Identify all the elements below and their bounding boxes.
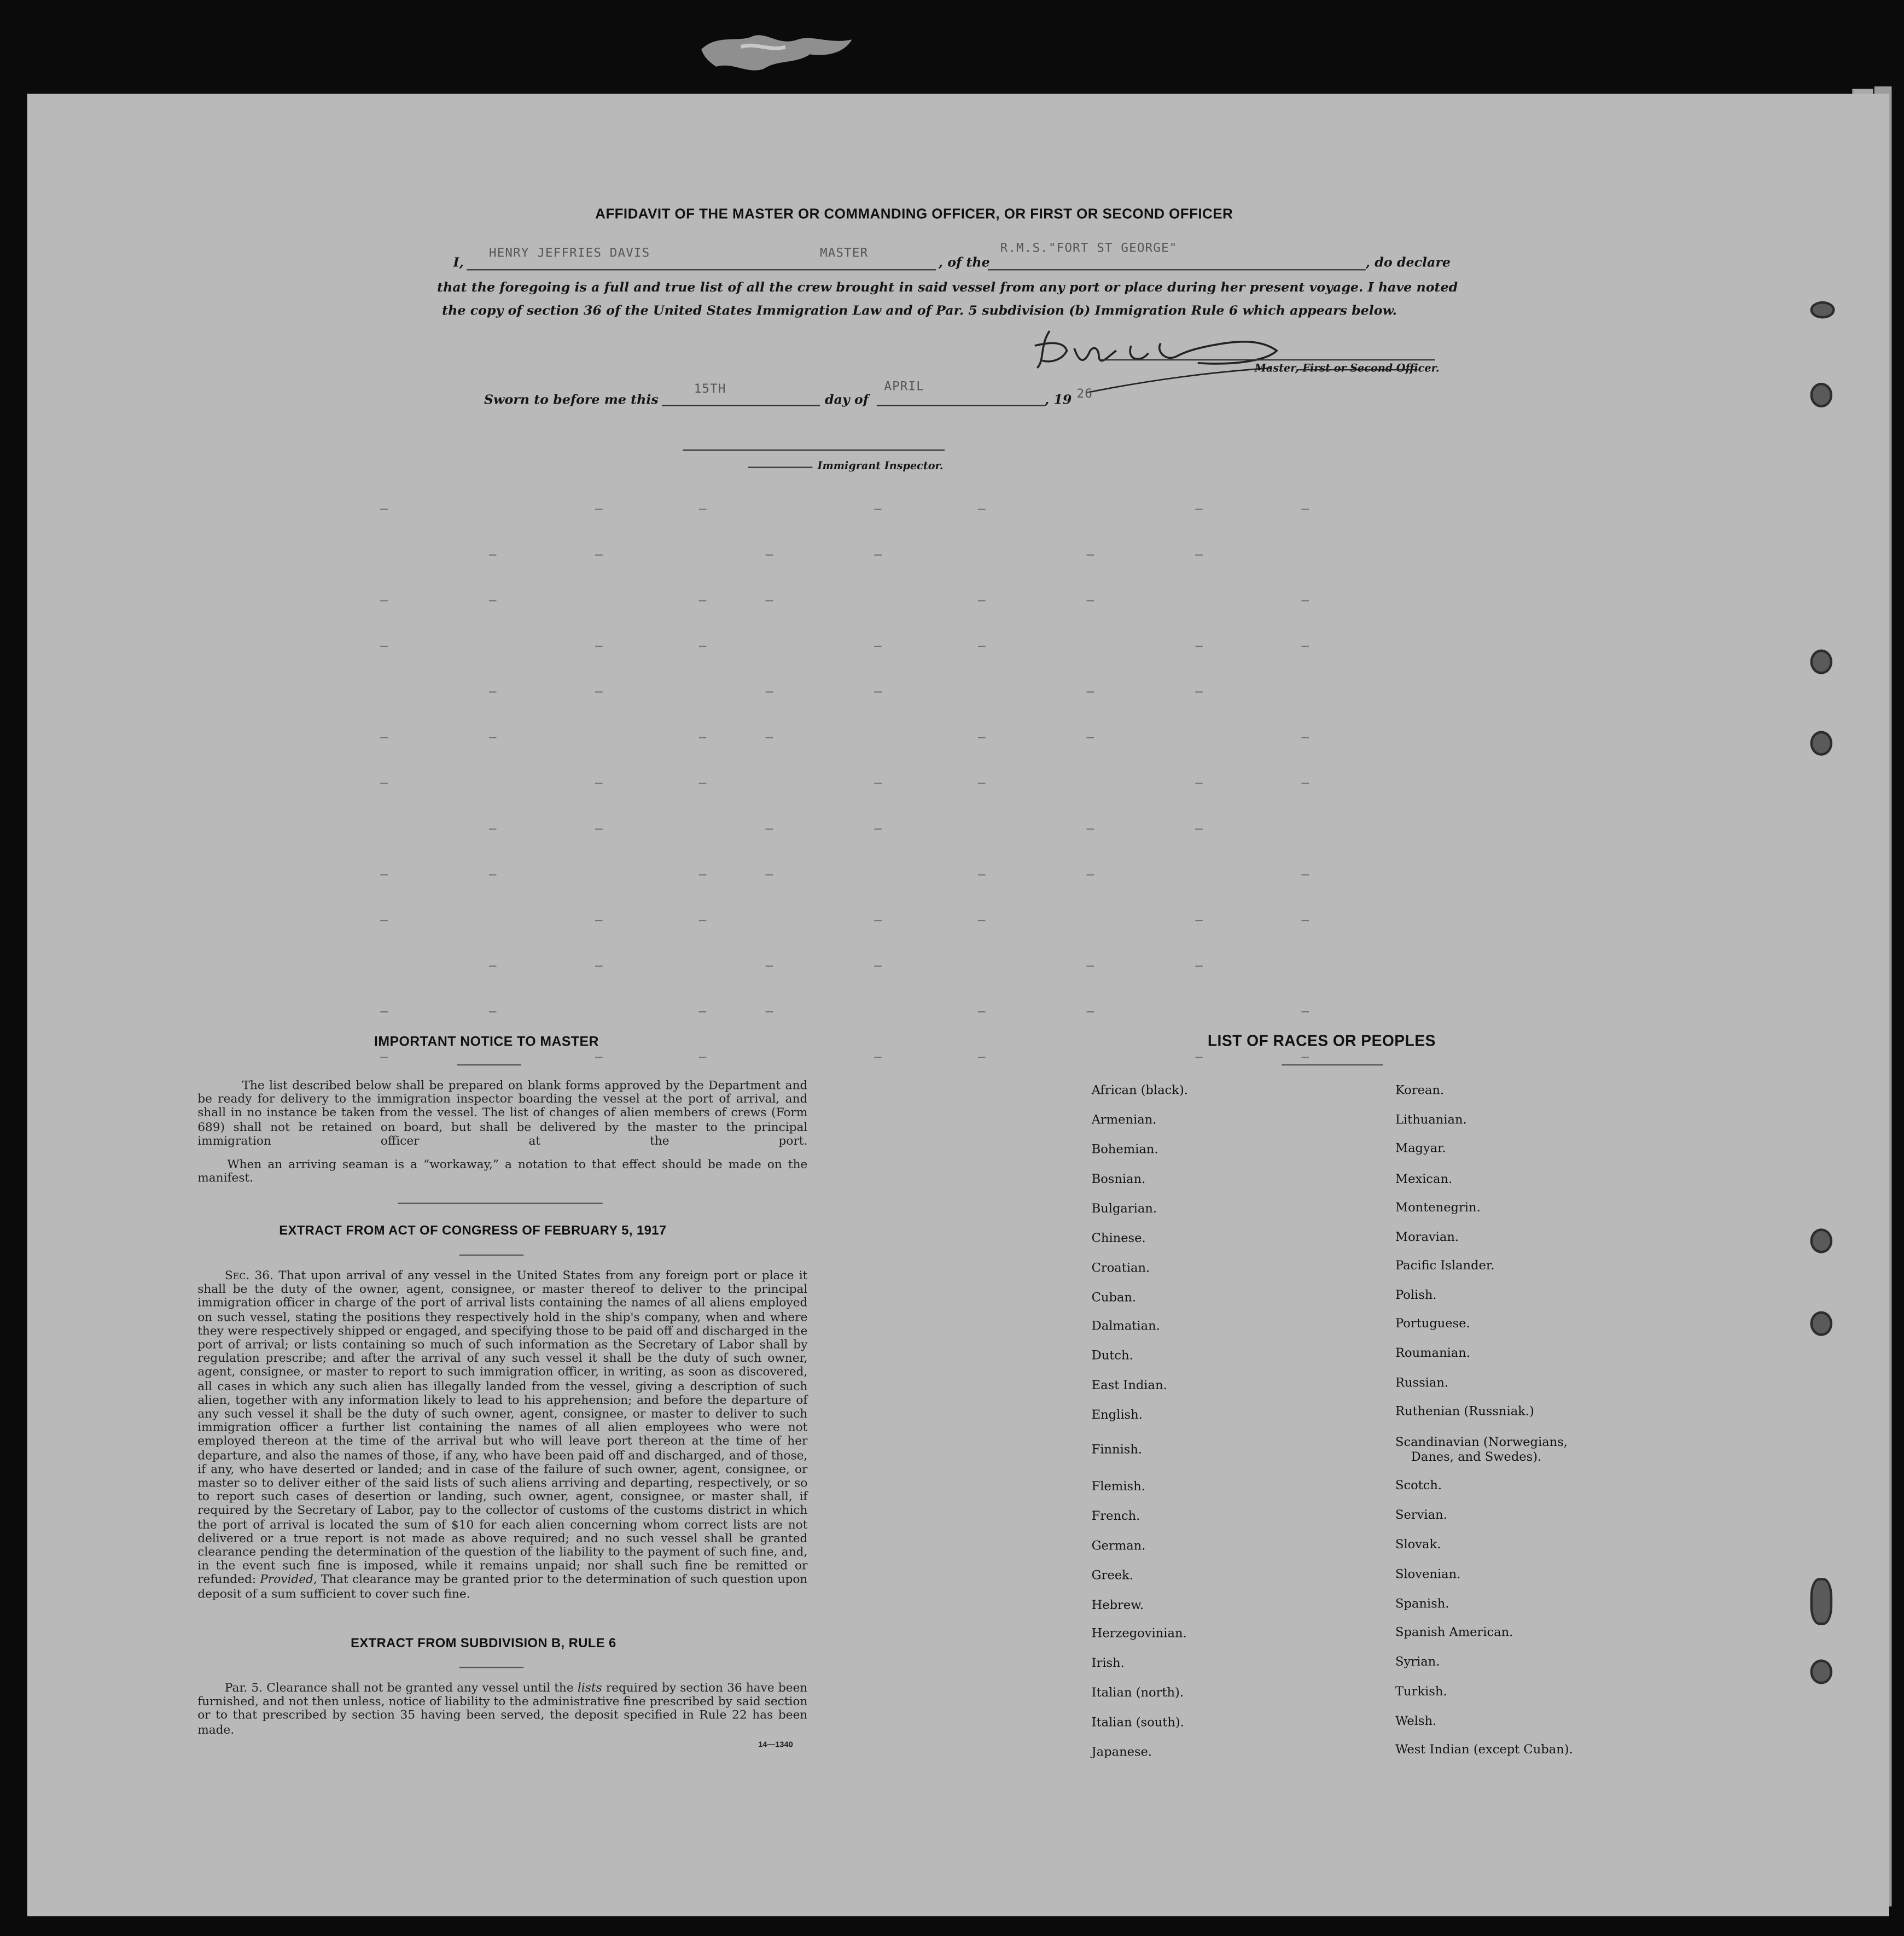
dash-mark [595, 829, 603, 830]
sworn-year: 26 [1076, 387, 1093, 401]
dash-mark [1301, 600, 1309, 601]
dash-mark [874, 691, 882, 692]
dash-mark [766, 737, 773, 738]
master-rank: MASTER [819, 247, 869, 261]
dash-mark [1087, 737, 1094, 738]
dash-mark [1195, 691, 1203, 692]
race-item: Italian (south). [1091, 1716, 1184, 1730]
race-item: Greek. [1091, 1569, 1134, 1583]
race-item: Welsh. [1395, 1715, 1437, 1729]
sworn-month: APRIL [884, 380, 924, 394]
race-item: Herzegovinian. [1091, 1627, 1187, 1641]
notice-title: IMPORTANT NOTICE TO MASTER [374, 1034, 599, 1050]
race-item: Russian. [1395, 1377, 1449, 1391]
punch-hole [1810, 383, 1832, 407]
officer-caption: Master, First or Second Officer. [1254, 363, 1440, 376]
race-item: Slovenian. [1395, 1568, 1461, 1582]
race-item: Korean. [1395, 1084, 1445, 1098]
dash-mark [1195, 829, 1203, 830]
race-item: Dutch. [1091, 1349, 1133, 1363]
dash-mark [380, 646, 388, 647]
dash-mark [978, 874, 986, 875]
inspector-caption: Immigrant Inspector. [817, 460, 944, 473]
race-item: Finnish. [1091, 1443, 1143, 1457]
dash-mark [489, 691, 497, 692]
day-of-label: day of [825, 392, 869, 408]
dash-mark [380, 783, 388, 784]
race-item: Montenegrin. [1395, 1201, 1481, 1215]
race-item: Italian (north). [1091, 1687, 1184, 1700]
document-sheet [27, 94, 1889, 1916]
section-36-text: Sec. 36. That upon arrival of any vessel in the United States from any foreign port or place it shall be the duty of the owner, agent, consignee, or master thereof to deliver to the principal immigration officer in charge of the port of arrival lists containing the names of all aliens employed on such vessel, stating the positions they respectively hold in the ship's company, when and where they were respectively shipped or engaged, and specifying those to be paid off and discharged in the port of arrival; or lists containing so much of such information as the Secretary of Labor shall by regulation prescribe; and after the arrival of any such vessel it shall be the duty of such owner, agent, consignee, or master to report to such immigration officer, in writing, as soon as discovered, all cases in which any such alien has illegally landed from the vessel, giving a description of such alien, together with any information likely to lead to his apprehension; and before the departure of any such vessel it shall be the duty of such owner, agent, consignee, or master to deliver to such immigration officer a further list containing the names of all alien employees who were not employed thereon at the time of the arrival but who will leave port thereon at the time of her departure, and also the names of those, if any, who have been paid off and discharged, and of those, if any, who have deserted or landed; and in case of the failure of such owner, agent, consignee, or master so to deliver either of the said lists of such aliens arriving and departing, respectively, or so to report such cases of desertion or landing, such owner, agent, consignee, or master shall, if required by the Secretary of Labor, pay to the collector of customs of the customs district in which the port of arrival is located the sum of $10 for each alien concerning whom correct lists are not delivered or a true report is not made as above required; and no such vessel shall be granted clearance pending the determination of the question of the liability to the payment of such fine, and, in the event such fine is imposed, while it remains unpaid; nor shall such fine be remitted or refunded: Provided, That clearance may be granted prior to the determination of such question upon deposit of a sum sufficient to cover such fine. [197, 1269, 808, 1601]
dash-mark [1195, 783, 1203, 784]
race-item: Roumanian. [1395, 1347, 1470, 1361]
dash-mark [978, 783, 986, 784]
punch-hole [1810, 1578, 1832, 1625]
dash-mark [699, 1011, 707, 1012]
torn-paper-scrap [691, 25, 864, 79]
race-item: Lithuanian. [1395, 1113, 1467, 1128]
race-item: German. [1091, 1540, 1146, 1554]
affidavit-title: AFFIDAVIT OF THE MASTER OR COMMANDING OFFICER, OR FIRST OR SECOND OFFICER [595, 207, 1233, 223]
dash-mark [1195, 920, 1203, 921]
sworn-day: 15TH [694, 382, 726, 396]
dash-mark [874, 1057, 882, 1058]
dash-mark [380, 920, 388, 921]
form-number: 14—1340 [758, 1741, 793, 1750]
race-item: Bosnian. [1091, 1173, 1146, 1187]
par-5-text: Par. 5. Clearance shall not be granted any vessel until the lists required by section 36 have been furnished, and not then unless, notice of liability to the administrative fine prescribed by said section or to that prescribed by section 35 having been served, the deposit specified in Rule 22 has been made. [197, 1681, 808, 1737]
dash-mark [1301, 646, 1309, 647]
dash-mark [1195, 966, 1203, 967]
dash-mark [874, 966, 882, 967]
dash-mark [978, 509, 986, 510]
race-item: Slovak. [1395, 1538, 1441, 1552]
race-item: Cuban. [1091, 1291, 1137, 1305]
race-item: West Indian (except Cuban). [1395, 1743, 1573, 1757]
race-item: English. [1091, 1409, 1143, 1422]
dash-mark [699, 509, 707, 510]
dash-mark [489, 874, 497, 875]
dash-mark [1195, 555, 1203, 556]
race-item: Polish. [1395, 1289, 1437, 1303]
dash-mark [874, 783, 882, 784]
dash-mark [489, 1011, 497, 1012]
dash-mark [489, 737, 497, 738]
dash-mark [1087, 600, 1094, 601]
dash-mark [489, 600, 497, 601]
i-label: I, [453, 255, 464, 271]
dash-mark [766, 555, 773, 556]
dash-mark [595, 1057, 603, 1058]
race-item: Spanish. [1395, 1597, 1449, 1612]
dash-mark [766, 829, 773, 830]
dash-mark [874, 555, 882, 556]
race-item: Scotch. [1395, 1479, 1442, 1493]
punch-hole [1810, 301, 1835, 319]
extract-2-title: EXTRACT FROM SUBDIVISION B, RULE 6 [351, 1636, 616, 1651]
race-item: Turkish. [1395, 1685, 1447, 1699]
dash-mark [978, 737, 986, 738]
dash-mark [699, 783, 707, 784]
dash-mark [595, 691, 603, 692]
dash-mark [1195, 646, 1203, 647]
dash-mark [1195, 1057, 1203, 1058]
race-item: Armenian. [1091, 1113, 1157, 1128]
race-item: Spanish American. [1395, 1626, 1513, 1640]
master-signature [1012, 318, 1296, 408]
dash-mark [1301, 509, 1309, 510]
notice-paragraph-2: When an arriving seaman is a “workaway,” a notation to that effect should be made on the manifest. [197, 1158, 808, 1186]
dash-mark [699, 874, 707, 875]
race-item: Bulgarian. [1091, 1202, 1157, 1216]
dash-mark [699, 646, 707, 647]
race-item: Portuguese. [1395, 1317, 1470, 1331]
dash-mark [699, 737, 707, 738]
punch-hole [1810, 1228, 1832, 1253]
punch-hole [1810, 1659, 1832, 1684]
dash-mark [766, 966, 773, 967]
dash-mark [978, 1011, 986, 1012]
race-item: Dalmatian. [1091, 1320, 1160, 1334]
race-item: Moravian. [1395, 1231, 1459, 1245]
dash-mark [1301, 783, 1309, 784]
dash-mark [874, 646, 882, 647]
race-item: Servian. [1395, 1508, 1447, 1523]
dash-mark [1301, 1057, 1309, 1058]
vessel-name: R.M.S."FORT ST GEORGE" [1000, 242, 1178, 256]
section-36-label: Sec. 36. [224, 1269, 273, 1283]
master-name: HENRY JEFFRIES DAVIS [488, 247, 650, 261]
notice-paragraph-1: The list described below shall be prepared on blank forms approved by the Department and be ready for delivery to the immigration inspector boarding the vessel at the port of arrival, and shall in no instance be taken from the vessel. The list of changes of alien members of crews (Form 689) shall not be retained on board, but shall be delivered by the master to the principal immigration officer at the port. [197, 1079, 808, 1148]
race-item: Irish. [1091, 1657, 1125, 1671]
dash-mark [489, 966, 497, 967]
dash-mark [1087, 555, 1094, 556]
dash-mark [595, 783, 603, 784]
race-item: Syrian. [1395, 1655, 1440, 1670]
race-item: East Indian. [1091, 1379, 1167, 1393]
race-item: Chinese. [1091, 1232, 1146, 1246]
dash-mark [489, 829, 497, 830]
dash-mark [1301, 920, 1309, 921]
dash-mark [1087, 966, 1094, 967]
of-the-label: , of the [938, 255, 990, 271]
dash-mark [978, 646, 986, 647]
dash-mark [595, 920, 603, 921]
race-item: Bohemian. [1091, 1143, 1158, 1157]
dash-mark [766, 1011, 773, 1012]
dash-mark [489, 555, 497, 556]
dash-mark [380, 600, 388, 601]
dash-mark [978, 920, 986, 921]
dash-mark [380, 874, 388, 875]
race-item: Flemish. [1091, 1480, 1145, 1494]
dash-mark [699, 920, 707, 921]
dash-mark [978, 1057, 986, 1058]
race-item: Ruthenian (Russniak.) [1395, 1405, 1534, 1419]
dash-mark [1087, 1011, 1094, 1012]
race-item: French. [1091, 1510, 1140, 1524]
sworn-label: Sworn to before me this [484, 392, 659, 408]
do-declare-label: , do declare [1365, 255, 1451, 271]
punch-hole [1810, 731, 1832, 756]
extract-1-title: EXTRACT FROM ACT OF CONGRESS OF FEBRUARY 5, 1917 [279, 1223, 667, 1239]
race-item: Pacific Islander. [1395, 1259, 1495, 1273]
dash-mark [1087, 829, 1094, 830]
dash-mark [595, 966, 603, 967]
punch-hole [1810, 1311, 1832, 1336]
dash-mark [766, 600, 773, 601]
dash-mark [1301, 1011, 1309, 1012]
races-title: LIST OF RACES OR PEOPLES [1207, 1032, 1436, 1050]
race-item: Scandinavian (Norwegians, Danes, and Swedes). [1395, 1436, 1568, 1464]
dash-mark [766, 691, 773, 692]
dash-mark [1195, 509, 1203, 510]
dash-mark [766, 874, 773, 875]
year-prefix: , 19 [1044, 392, 1072, 408]
dash-mark [699, 1057, 707, 1058]
dash-mark [1087, 874, 1094, 875]
punch-hole [1810, 650, 1832, 674]
affidavit-line-2: that the foregoing is a full and true list of all the crew brought in said vessel from any port or place during her present voyage. I have noted [437, 280, 1458, 295]
dash-mark [380, 1011, 388, 1012]
dash-mark [595, 646, 603, 647]
dash-mark [874, 829, 882, 830]
dash-mark [595, 555, 603, 556]
dash-mark [380, 737, 388, 738]
dash-mark [1087, 691, 1094, 692]
dash-mark [874, 509, 882, 510]
affidavit-line-3: the copy of section 36 of the United States Immigration Law and of Par. 5 subdivision (b) Immigration Rule 6 which appears below. [442, 304, 1397, 319]
race-item: Hebrew. [1091, 1599, 1144, 1613]
race-item: Croatian. [1091, 1262, 1150, 1276]
race-item: Japanese. [1091, 1746, 1152, 1760]
dash-mark [1301, 874, 1309, 875]
dash-mark [380, 509, 388, 510]
dash-mark [595, 509, 603, 510]
dash-mark [874, 920, 882, 921]
dash-mark [699, 600, 707, 601]
dash-mark [978, 600, 986, 601]
race-item: Magyar. [1395, 1142, 1446, 1156]
race-item: African (black). [1091, 1084, 1188, 1098]
race-item: Mexican. [1395, 1173, 1453, 1187]
dash-mark [1301, 737, 1309, 738]
dash-mark [380, 1057, 388, 1058]
provided-label: Provided, [260, 1573, 317, 1588]
